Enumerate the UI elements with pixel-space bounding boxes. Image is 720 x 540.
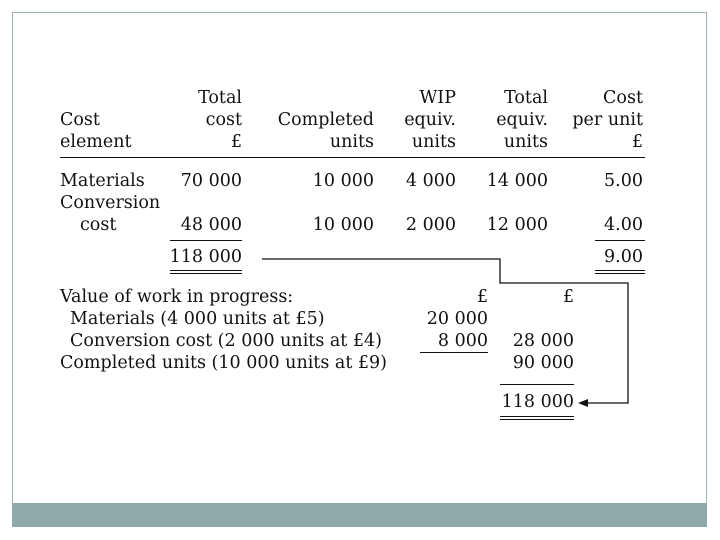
row-materials-wip: 4 000 <box>405 171 456 191</box>
row-conversion-wip: 2 000 <box>405 215 456 235</box>
wip-conversion-value: 8 000 <box>437 331 488 351</box>
header-total-equiv-3: units <box>503 132 548 152</box>
row-materials-total-equiv: 14 000 <box>486 171 548 191</box>
header-cost-element-1: Cost <box>60 110 100 130</box>
total-cost-sum: 118 000 <box>169 247 242 267</box>
wip-conversion-label: Conversion cost (2 000 units at £4) <box>70 331 382 351</box>
row-conversion-label-2: cost <box>80 215 117 235</box>
per-unit-sum: 9.00 <box>604 247 643 267</box>
wip-currency-col2: £ <box>562 287 574 307</box>
connector-line <box>262 259 628 403</box>
row-materials-per-unit: 5.00 <box>604 171 643 191</box>
wip-materials-label: Materials (4 000 units at £5) <box>70 309 325 329</box>
header-wip-2: equiv. <box>404 110 456 130</box>
completed-units-label: Completed units (10 000 units at £9) <box>60 353 388 373</box>
row-conversion-total-cost: 48 000 <box>180 215 242 235</box>
header-cost-per-unit-1: Cost <box>603 88 643 108</box>
header-completed-2: units <box>329 132 374 152</box>
arrow-head-icon <box>578 399 588 407</box>
grand-total: 118 000 <box>501 392 574 412</box>
row-conversion-completed: 10 000 <box>312 215 374 235</box>
header-wip-3: units <box>411 132 456 152</box>
header-cost-per-unit-2: per unit <box>572 110 643 130</box>
row-conversion-total-equiv: 12 000 <box>486 215 548 235</box>
footer-bar <box>12 503 707 527</box>
row-conversion-per-unit: 4.00 <box>604 215 643 235</box>
wip-title: Value of work in progress: <box>60 287 294 307</box>
row-materials-label: Materials <box>60 171 145 191</box>
wip-materials-value: 20 000 <box>426 309 488 329</box>
header-completed-1: Completed <box>277 110 374 130</box>
header-total-cost-2: cost <box>205 110 242 130</box>
header-cost-element-2: element <box>60 132 132 152</box>
header-cost-per-unit-3: £ <box>631 132 643 152</box>
row-materials-completed: 10 000 <box>312 171 374 191</box>
header-total-equiv-1: Total <box>504 88 548 108</box>
wip-subtotal: 28 000 <box>512 331 574 351</box>
header-total-cost-1: Total <box>198 88 242 108</box>
row-materials-total-cost: 70 000 <box>180 171 242 191</box>
row-conversion-label: Conversion <box>60 193 161 213</box>
header-wip-1: WIP <box>419 88 456 108</box>
header-total-cost-3: £ <box>230 132 242 152</box>
header-total-equiv-2: equiv. <box>496 110 548 130</box>
wip-currency-col1: £ <box>476 287 488 307</box>
completed-units-value: 90 000 <box>512 353 574 373</box>
